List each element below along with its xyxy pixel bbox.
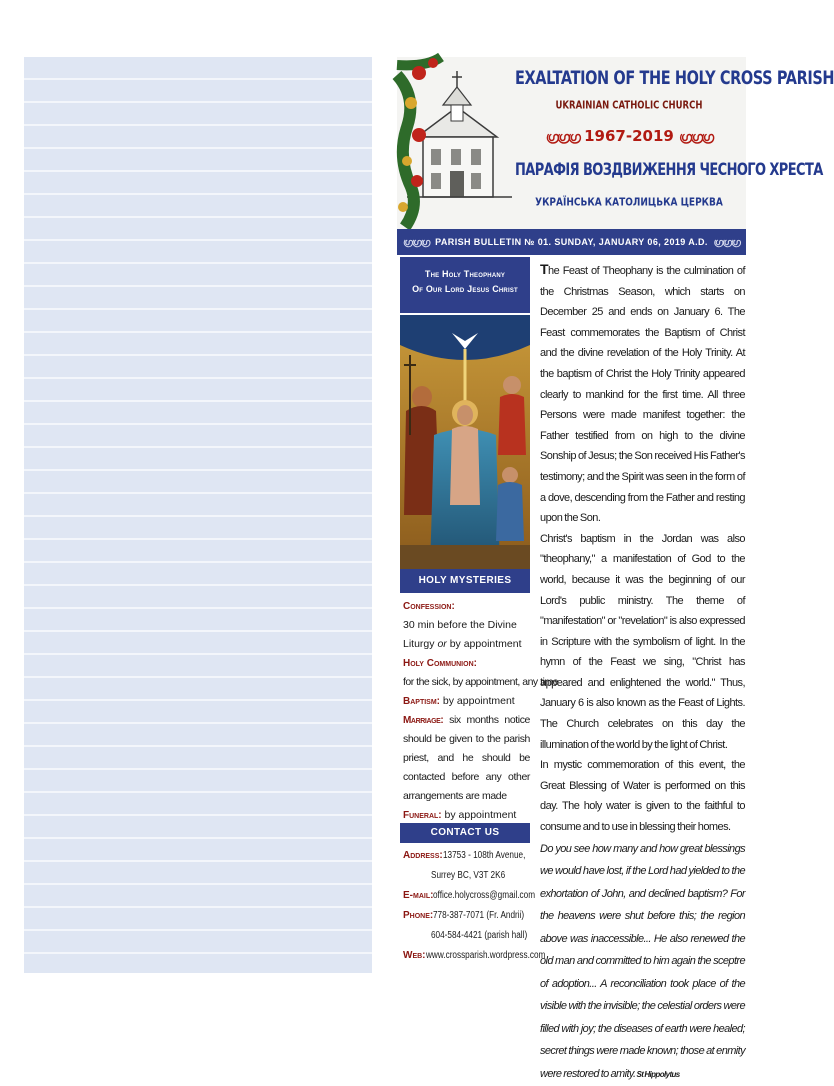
bar-ornament-right: ഗ്രഗ്രഗ്ര — [713, 237, 740, 247]
web-line — [403, 946, 545, 966]
article-paragraph-2: Christ's baptism in the Jordan was also "theophany," a manifestation of God to the world, because it was the beginning of our Lord's public ministry. The theme of "manifestation" or "revelation" is also expressed in Scripture with the symbolism of light. In the hymn of the Feast we sing, "Christ has appeared and enlightened the world." Thus, January 6 is also known as the Feast of Lights. The Church celebrates on this day the illumination of the world by the light of Christ. — [540, 532, 745, 751]
confession-or: or — [437, 638, 447, 650]
marriage-text: six months notice should be given to the parish priest, and he should be contacted before any other arrangements are made — [403, 714, 530, 802]
article-dropcap: T — [540, 261, 549, 277]
bulletin-header — [397, 57, 834, 229]
email-address[interactable]: office.holycross@gmail.com — [433, 890, 536, 901]
confession-text — [403, 616, 530, 654]
holy-mysteries-heading: HOLY MYSTERIES — [400, 569, 530, 593]
bar-ornament-left: ഗ്രഗ്രഗ്ര — [403, 237, 430, 247]
phone-priest: 778-387-7071 (Fr. Andrii) — [433, 910, 525, 921]
ornament-right: ഗ്രഗ്രഗ്ര — [679, 130, 713, 144]
phone-hall: 604-584-4421 (parish hall) — [431, 930, 528, 941]
address-city: Surrey BC, V3T 2K6 — [431, 870, 506, 881]
feast-title-box — [400, 257, 530, 313]
quote-author: St Hippolytus — [635, 1069, 680, 1079]
parish-subtitle: UKRAINIAN CATHOLIC CHURCH — [555, 100, 703, 112]
ukrainian-parish-subtitle: УКРАЇНСЬКА КАТОЛИЦЬКА ЦЕРКВА — [535, 197, 723, 209]
email-label: E-mail: — [403, 890, 434, 901]
hippolytus-quote — [540, 838, 745, 1086]
blank-lined-panel — [24, 57, 372, 973]
baptism-item — [403, 692, 530, 711]
ukrainian-parish-title: ПАРАФІЯ ВОЗДВИЖЕННЯ ЧЕСНОГО ХРЕСТА — [515, 160, 823, 181]
web-link[interactable]: www.crossparish.wordpress.com — [425, 950, 545, 961]
marriage-item — [403, 711, 530, 806]
contact-details — [403, 846, 545, 966]
communion-text: for the sick, by appointment, any time — [403, 676, 558, 688]
funeral-text: by appointment — [441, 809, 517, 821]
article-paragraph-3: In mystic commemoration of this event, the Great Blessing of Water is performed on this day. The holy water is given to the faithful to consume and to use in blessing their homes. — [540, 759, 745, 834]
address-line2 — [403, 866, 530, 886]
bulletin-date-bar — [397, 229, 746, 255]
communion-label: Holy Communion: — [403, 658, 477, 669]
address-street: 13753 - 108th Avenue, — [442, 850, 526, 861]
quote-text: Do you see how many and how great blessings we would have lost, if the Lord had yielded to the exhortation of John, and declined baptism? For the heavens were shut before this; the region above was inaccessible... He also renewed the old man and committed to him again the sceptre of adoption... A reconciliation took place of the visible with the invisible; the celestial orders were filled with joy; the diseases of earth were healed; secret things were made known; those at enmity were restored to amity. — [540, 842, 745, 1080]
article-paragraph-1-text: he Feast of Theophany is the culmination of the Christmas Season, which starts on December 25 and ends on January 6. The Feast commemorates the Baptism of Christ and the divine revelation of the Holy Trinity. At the baptism of Christ the Holy Trinity appeared clearly to mankind for the first time. All three Persons were made manifest together: the Father testified from on high to the divine Sonship of Jesus; the Son received His Father's testimony; and the Spirit was seen in the form of a dove, descending from the Father and resting upon the Son. — [540, 265, 745, 525]
baptism-label: Baptism: — [403, 696, 440, 707]
contact-us-heading: CONTACT US — [400, 823, 530, 843]
confession-text-b: by appointment — [446, 638, 522, 650]
address-label: Address: — [403, 850, 443, 861]
theophany-article — [540, 259, 745, 1086]
confession-label: Confession: — [403, 601, 455, 612]
web-label: Web: — [403, 950, 426, 961]
funeral-label: Funeral: — [403, 810, 442, 821]
theophany-icon-image — [400, 315, 530, 569]
phone-label: Phone: — [403, 910, 434, 921]
address-line1 — [403, 846, 530, 866]
phone-line2 — [403, 926, 530, 946]
baptism-text: by appointment — [440, 695, 515, 707]
marriage-label: Marriage: — [403, 715, 444, 726]
bulletin-page — [397, 57, 834, 1080]
feast-title-line1: The Holy Theophany — [424, 269, 506, 279]
anniversary-years: 1967-2019 — [584, 127, 674, 145]
bulletin-number-date: PARISH BULLETIN № 01. SUNDAY, JANUARY 06, 2019 A.D. — [435, 237, 708, 247]
holy-mysteries-list — [403, 597, 558, 825]
phone-line1 — [403, 906, 530, 926]
anniversary-years-line — [515, 127, 743, 145]
sidebar-column — [400, 257, 558, 973]
confession-text-a: 30 min before the Divine Liturgy — [403, 619, 517, 650]
email-line — [403, 886, 536, 906]
church-christmas-illustration — [397, 57, 517, 229]
article-paragraph-1 — [540, 259, 745, 529]
feast-title-line2: Of Our Lord Jesus Christ — [412, 284, 518, 294]
ornament-left: ഗ്രഗ്രഗ്ര — [545, 130, 579, 144]
parish-title: EXALTATION OF THE HOLY CROSS PARISH — [515, 68, 834, 90]
